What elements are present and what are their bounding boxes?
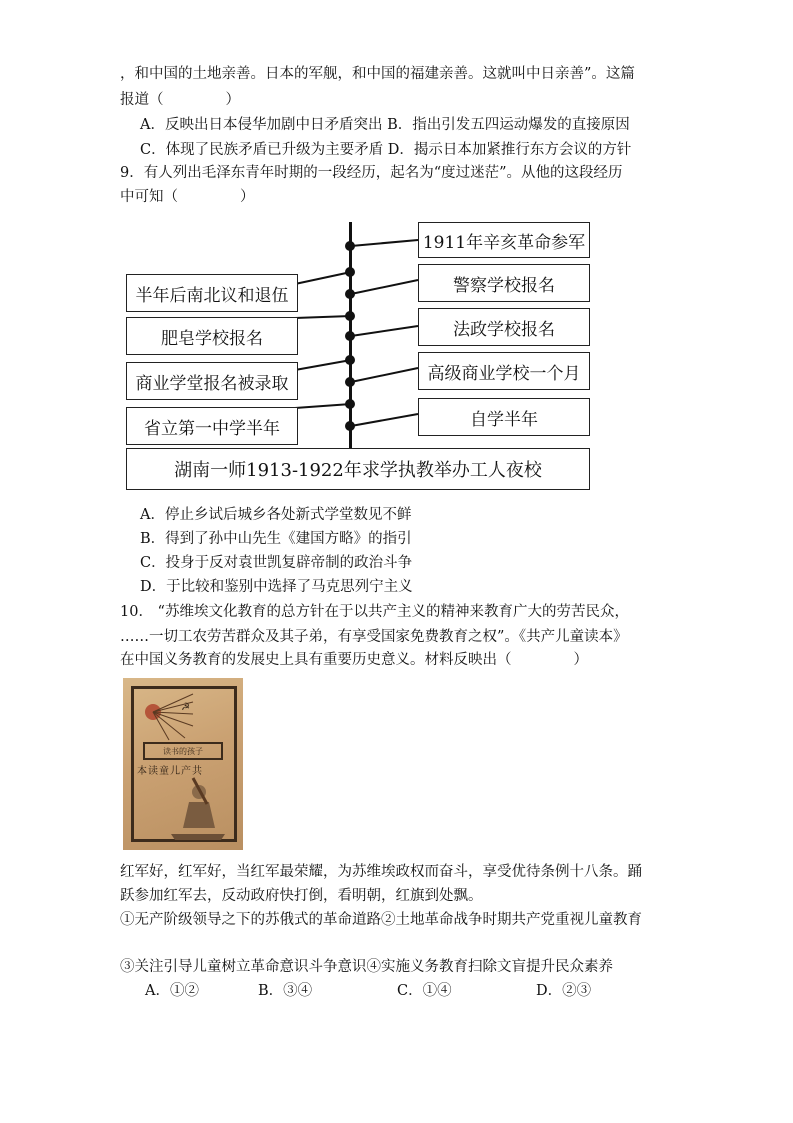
q10-option-b: B．③④ [258, 983, 313, 999]
q9-stem-1: 9．有人列出毛泽东青年时期的一段经历，起名为“度过迷茫”。从他的这段经历 [120, 165, 623, 181]
q10-stem-3-text: 在中国义务教育的发展史上具有重要历史意义。材料反映出（ [120, 652, 512, 668]
timeline-bottom-box: 湖南一师1913-1922年求学执教举办工人夜校 [126, 448, 590, 490]
line-1: ，和中国的土地亲善。日本的军舰，和中国的福建亲善。这就叫中日亲善”。这篇 [120, 66, 635, 82]
svg-text:☭: ☭ [181, 702, 190, 713]
q9-option-d: D．于比较和鉴别中选择了马克思列宁主义 [140, 579, 413, 595]
line-2-text: 报道（ [120, 92, 164, 108]
q10-option-c: C．①④ [397, 983, 452, 999]
line-2 [120, 90, 240, 110]
timeline-left-box-1: 半年后南北议和退伍 [126, 274, 298, 312]
q9-stem-2-text: 中可知（ [120, 189, 178, 205]
timeline-dot [345, 377, 355, 387]
q10-statements-2: ③关注引导儿童树立革命意识斗争意识④实施义务教育扫除文盲提升民众素养 [120, 959, 613, 975]
q10-poem-1: 红军好，红军好，当红军最荣耀，为苏维埃政权而奋斗，享受优待条例十八条。踊 [120, 864, 642, 880]
timeline-dot [345, 355, 355, 365]
line-2-close: ） [225, 92, 240, 108]
timeline-dot [345, 331, 355, 341]
q9-stem-2-close: ） [240, 189, 255, 205]
book-cover-banner: 读书的孩子 [143, 742, 223, 760]
timeline-diagram [120, 218, 600, 498]
q9-option-a: A．停止乡试后城乡各处新式学堂数见不鲜 [140, 507, 412, 523]
timeline-dot [345, 267, 355, 277]
q10-option-a: A．①② [145, 983, 199, 999]
q10-stem-3-close: ） [573, 652, 588, 668]
timeline-right-box-5: 自学半年 [418, 398, 590, 436]
q10-stem-3 [120, 650, 588, 670]
timeline-dot [345, 289, 355, 299]
q8-option-ab: A．反映出日本侵华加剧中日矛盾突出 B．指出引发五四运动爆发的直接原因 [140, 117, 630, 133]
q10-stem-2: ……一切工农劳苦群众及其子弟，有享受国家免费教育之权”。《共产儿童读本》 [120, 629, 628, 645]
sun-rays-icon [135, 692, 195, 742]
q10-stem-1: 10． “苏维埃文化教育的总方针在于以共产主义的精神来教育广大的劳苦民众， [120, 604, 629, 620]
q9-option-b: B．得到了孙中山先生《建国方略》的指引 [140, 531, 412, 547]
q9-option-c: C．投身于反对袁世凯复辟帝制的政治斗争 [140, 555, 413, 571]
q10-statements-1: ①无产阶级领导之下的苏俄式的革命道路②土地革命战争时期共产党重视儿童教育 [120, 912, 642, 928]
timeline-left-box-4: 省立第一中学半年 [126, 407, 298, 445]
timeline-dot [345, 241, 355, 251]
q10-option-d: D．②③ [536, 983, 592, 999]
timeline-right-box-4: 高级商业学校一个月 [418, 352, 590, 390]
timeline-left-box-3: 商业学堂报名被录取 [126, 362, 298, 400]
book-cover-image [123, 678, 243, 850]
timeline-left-box-2: 肥皂学校报名 [126, 317, 298, 355]
q9-stem-2 [120, 187, 255, 207]
timeline-right-box-2: 警察学校报名 [418, 264, 590, 302]
book-cover-title: 本读童儿产共 [137, 766, 203, 777]
timeline-right-box-3: 法政学校报名 [418, 308, 590, 346]
child-reading-figure [163, 774, 233, 844]
q10-poem-2: 跃参加红军去，反动政府快打倒，看明朝，红旗到处飘。 [120, 888, 483, 904]
timeline-dot [345, 421, 355, 431]
timeline-dot [345, 399, 355, 409]
timeline-dot [345, 311, 355, 321]
q8-option-cd: C．体现了民族矛盾已升级为主要矛盾 D．揭示日本加紧推行东方会议的方针 [140, 142, 632, 158]
timeline-right-box-1: 1911年辛亥革命参军 [418, 222, 590, 258]
timeline-axis [349, 222, 352, 474]
